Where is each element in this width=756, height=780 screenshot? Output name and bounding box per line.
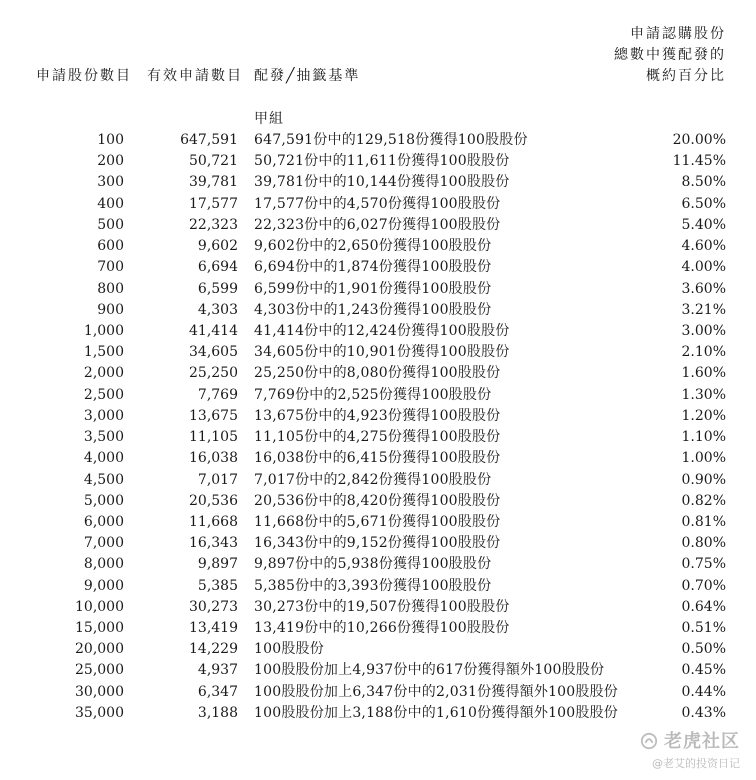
shares-applied-cell: 1,000 xyxy=(83,322,124,339)
shares-applied-cell: 4,500 xyxy=(83,471,124,488)
table-row xyxy=(0,172,756,193)
valid-applications-cell: 13,675 xyxy=(189,407,238,424)
percentage-cell: 3.00% xyxy=(681,322,726,339)
table-row xyxy=(0,300,756,321)
valid-applications-cell: 16,038 xyxy=(189,450,238,467)
shares-applied-cell: 15,000 xyxy=(75,620,124,637)
percentage-cell: 0.43% xyxy=(681,704,726,721)
percentage-cell: 0.51% xyxy=(681,620,726,637)
shares-applied-cell: 800 xyxy=(97,280,124,297)
percentage-cell: 1.30% xyxy=(681,386,726,403)
allotment-basis-cell: 11,105份中的4,275份獲得100股股份 xyxy=(254,429,501,446)
valid-applications-cell: 7,769 xyxy=(197,386,238,403)
header-percentage-line-2: 總數中獲配發的 xyxy=(614,47,726,63)
valid-applications-cell: 6,694 xyxy=(197,259,238,276)
shares-applied-cell: 600 xyxy=(97,238,124,255)
valid-applications-cell: 3,188 xyxy=(197,704,238,721)
shares-applied-cell: 35,000 xyxy=(75,704,124,721)
valid-applications-cell: 647,591 xyxy=(180,132,238,148)
allotment-basis-cell: 6,599份中的1,901份獲得100股股份 xyxy=(254,280,492,297)
allotment-basis-cell: 7,017份中的2,842份獲得100股股份 xyxy=(254,471,492,488)
valid-applications-cell: 7,017 xyxy=(197,471,238,488)
allotment-basis-cell: 20,536份中的8,420份獲得100股股份 xyxy=(254,492,501,509)
valid-applications-cell: 9,602 xyxy=(197,238,238,255)
table-row xyxy=(0,236,756,257)
allotment-basis-cell: 9,897份中的5,938份獲得100股股份 xyxy=(254,556,492,573)
allotment-basis-cell: 13,419份中的10,266份獲得100股股份 xyxy=(254,620,510,637)
percentage-cell: 0.45% xyxy=(681,662,726,679)
percentage-cell: 8.50% xyxy=(681,174,726,191)
percentage-cell: 2.10% xyxy=(681,344,726,361)
table-row xyxy=(0,639,756,660)
allotment-basis-cell: 100股股份 xyxy=(254,641,324,658)
table-row xyxy=(0,682,756,703)
shares-applied-cell: 25,000 xyxy=(75,662,124,679)
shares-applied-cell: 2,500 xyxy=(83,386,124,403)
table-row xyxy=(0,215,756,236)
watermark-author: @老艾的投资日记 xyxy=(652,757,740,770)
shares-applied-cell: 300 xyxy=(97,174,124,191)
shares-applied-cell: 3,500 xyxy=(83,429,124,446)
table-row xyxy=(0,321,756,342)
valid-applications-cell: 4,303 xyxy=(197,301,238,318)
allotment-basis-cell: 647,591份中的129,518份獲得100股股份 xyxy=(254,132,528,148)
shares-applied-cell: 500 xyxy=(97,216,124,233)
watermark-brand: 老虎社区 xyxy=(664,731,740,752)
allotment-basis-cell: 7,769份中的2,525份獲得100股股份 xyxy=(254,386,492,403)
shares-applied-cell: 8,000 xyxy=(83,556,124,573)
watermark xyxy=(640,727,740,753)
table-row xyxy=(0,342,756,363)
valid-applications-cell: 50,721 xyxy=(189,153,238,170)
percentage-cell: 0.90% xyxy=(681,471,726,488)
percentage-cell: 0.64% xyxy=(681,598,726,615)
table-row xyxy=(0,406,756,427)
allotment-basis-cell: 9,602份中的2,650份獲得100股股份 xyxy=(254,238,492,255)
percentage-cell: 0.80% xyxy=(681,535,726,552)
allotment-table xyxy=(0,130,756,724)
allotment-basis-cell: 16,038份中的6,415份獲得100股股份 xyxy=(254,450,501,467)
allotment-basis-cell: 4,303份中的1,243份獲得100股股份 xyxy=(254,301,492,318)
header-valid-applications: 有效申請數目 xyxy=(147,68,243,84)
allotment-basis-cell: 39,781份中的10,144份獲得100股股份 xyxy=(254,174,510,191)
percentage-cell: 4.00% xyxy=(681,259,726,276)
percentage-cell: 20.00% xyxy=(672,132,726,148)
shares-applied-cell: 100 xyxy=(97,132,124,148)
group-label: 甲組 xyxy=(254,111,284,127)
table-row xyxy=(0,448,756,469)
percentage-cell: 1.00% xyxy=(681,450,726,467)
percentage-cell: 6.50% xyxy=(681,195,726,212)
valid-applications-cell: 14,229 xyxy=(189,641,238,658)
shares-applied-cell: 1,500 xyxy=(83,344,124,361)
valid-applications-cell: 6,599 xyxy=(197,280,238,297)
table-row xyxy=(0,385,756,406)
valid-applications-cell: 17,577 xyxy=(189,195,238,212)
table-row xyxy=(0,512,756,533)
table-row xyxy=(0,491,756,512)
shares-applied-cell: 6,000 xyxy=(83,513,124,530)
table-row xyxy=(0,194,756,215)
table-row xyxy=(0,597,756,618)
header-percentage xyxy=(614,24,726,87)
percentage-cell: 1.60% xyxy=(681,365,726,382)
shares-applied-cell: 400 xyxy=(97,195,124,212)
table-row xyxy=(0,660,756,681)
allotment-basis-cell: 41,414份中的12,424份獲得100股股份 xyxy=(254,322,510,339)
valid-applications-cell: 6,347 xyxy=(197,683,238,700)
table-row xyxy=(0,151,756,172)
percentage-cell: 0.50% xyxy=(681,641,726,658)
percentage-cell: 3.21% xyxy=(681,301,726,318)
allotment-basis-cell: 34,605份中的10,901份獲得100股股份 xyxy=(254,344,510,361)
valid-applications-cell: 22,323 xyxy=(189,216,238,233)
header-percentage-line-3: 概約百分比 xyxy=(646,68,726,84)
table-row xyxy=(0,533,756,554)
shares-applied-cell: 2,000 xyxy=(83,365,124,382)
header-percentage-line-1: 申請認購股份 xyxy=(630,26,726,42)
table-row xyxy=(0,363,756,384)
table-row xyxy=(0,554,756,575)
percentage-cell: 11.45% xyxy=(672,153,726,170)
valid-applications-cell: 13,419 xyxy=(189,620,238,637)
percentage-cell: 1.10% xyxy=(681,429,726,446)
allotment-basis-cell: 50,721份中的11,611份獲得100股股份 xyxy=(254,153,510,170)
shares-applied-cell: 700 xyxy=(97,259,124,276)
shares-applied-cell: 30,000 xyxy=(75,683,124,700)
allotment-basis-cell: 100股股份加上4,937份中的617份獲得額外100股股份 xyxy=(254,662,605,679)
allotment-basis-cell: 17,577份中的4,570份獲得100股股份 xyxy=(254,195,501,212)
valid-applications-cell: 41,414 xyxy=(189,322,238,339)
valid-applications-cell: 11,105 xyxy=(189,429,238,446)
shares-applied-cell: 3,000 xyxy=(83,407,124,424)
percentage-cell: 5.40% xyxy=(681,216,726,233)
allotment-basis-cell: 5,385份中的3,393份獲得100股股份 xyxy=(254,577,492,594)
table-row xyxy=(0,703,756,724)
percentage-cell: 0.70% xyxy=(681,577,726,594)
valid-applications-cell: 34,605 xyxy=(189,344,238,361)
allotment-basis-cell: 22,323份中的6,027份獲得100股股份 xyxy=(254,216,501,233)
shares-applied-cell: 7,000 xyxy=(83,535,124,552)
allotment-basis-cell: 30,273份中的19,507份獲得100股股份 xyxy=(254,598,510,615)
shares-applied-cell: 10,000 xyxy=(75,598,124,615)
valid-applications-cell: 16,343 xyxy=(189,535,238,552)
percentage-cell: 3.60% xyxy=(681,280,726,297)
valid-applications-cell: 20,536 xyxy=(189,492,238,509)
valid-applications-cell: 11,668 xyxy=(189,513,238,530)
shares-applied-cell: 900 xyxy=(97,301,124,318)
table-row xyxy=(0,470,756,491)
table-row xyxy=(0,618,756,639)
percentage-cell: 0.75% xyxy=(681,556,726,573)
percentage-cell: 4.60% xyxy=(681,238,726,255)
tiger-logo-icon xyxy=(640,732,658,750)
valid-applications-cell: 5,385 xyxy=(197,577,238,594)
allotment-basis-cell: 6,694份中的1,874份獲得100股股份 xyxy=(254,259,492,276)
table-row xyxy=(0,427,756,448)
valid-applications-cell: 4,937 xyxy=(197,662,238,679)
percentage-cell: 1.20% xyxy=(681,407,726,424)
allotment-basis-cell: 100股股份加上3,188份中的1,610份獲得額外100股股份 xyxy=(254,704,619,721)
valid-applications-cell: 9,897 xyxy=(197,556,238,573)
table-row xyxy=(0,279,756,300)
valid-applications-cell: 25,250 xyxy=(189,365,238,382)
allotment-basis-cell: 16,343份中的9,152份獲得100股股份 xyxy=(254,535,501,552)
allotment-basis-cell: 100股股份加上6,347份中的2,031份獲得額外100股股份 xyxy=(254,683,619,700)
header-allotment-basis: 配發╱抽籤基準 xyxy=(254,68,361,84)
allotment-basis-cell: 11,668份中的5,671份獲得100股股份 xyxy=(254,513,501,530)
header-shares-applied: 申請股份數目 xyxy=(36,68,132,84)
percentage-cell: 0.82% xyxy=(681,492,726,509)
table-row xyxy=(0,130,756,151)
percentage-cell: 0.81% xyxy=(681,513,726,530)
allotment-basis-cell: 13,675份中的4,923份獲得100股股份 xyxy=(254,407,501,424)
allotment-basis-cell: 25,250份中的8,080份獲得100股股份 xyxy=(254,365,501,382)
shares-applied-cell: 5,000 xyxy=(83,492,124,509)
shares-applied-cell: 200 xyxy=(97,153,124,170)
shares-applied-cell: 4,000 xyxy=(83,450,124,467)
shares-applied-cell: 9,000 xyxy=(83,577,124,594)
valid-applications-cell: 39,781 xyxy=(189,174,238,191)
percentage-cell: 0.44% xyxy=(681,683,726,700)
table-row xyxy=(0,576,756,597)
table-row xyxy=(0,257,756,278)
shares-applied-cell: 20,000 xyxy=(75,641,124,658)
valid-applications-cell: 30,273 xyxy=(189,598,238,615)
